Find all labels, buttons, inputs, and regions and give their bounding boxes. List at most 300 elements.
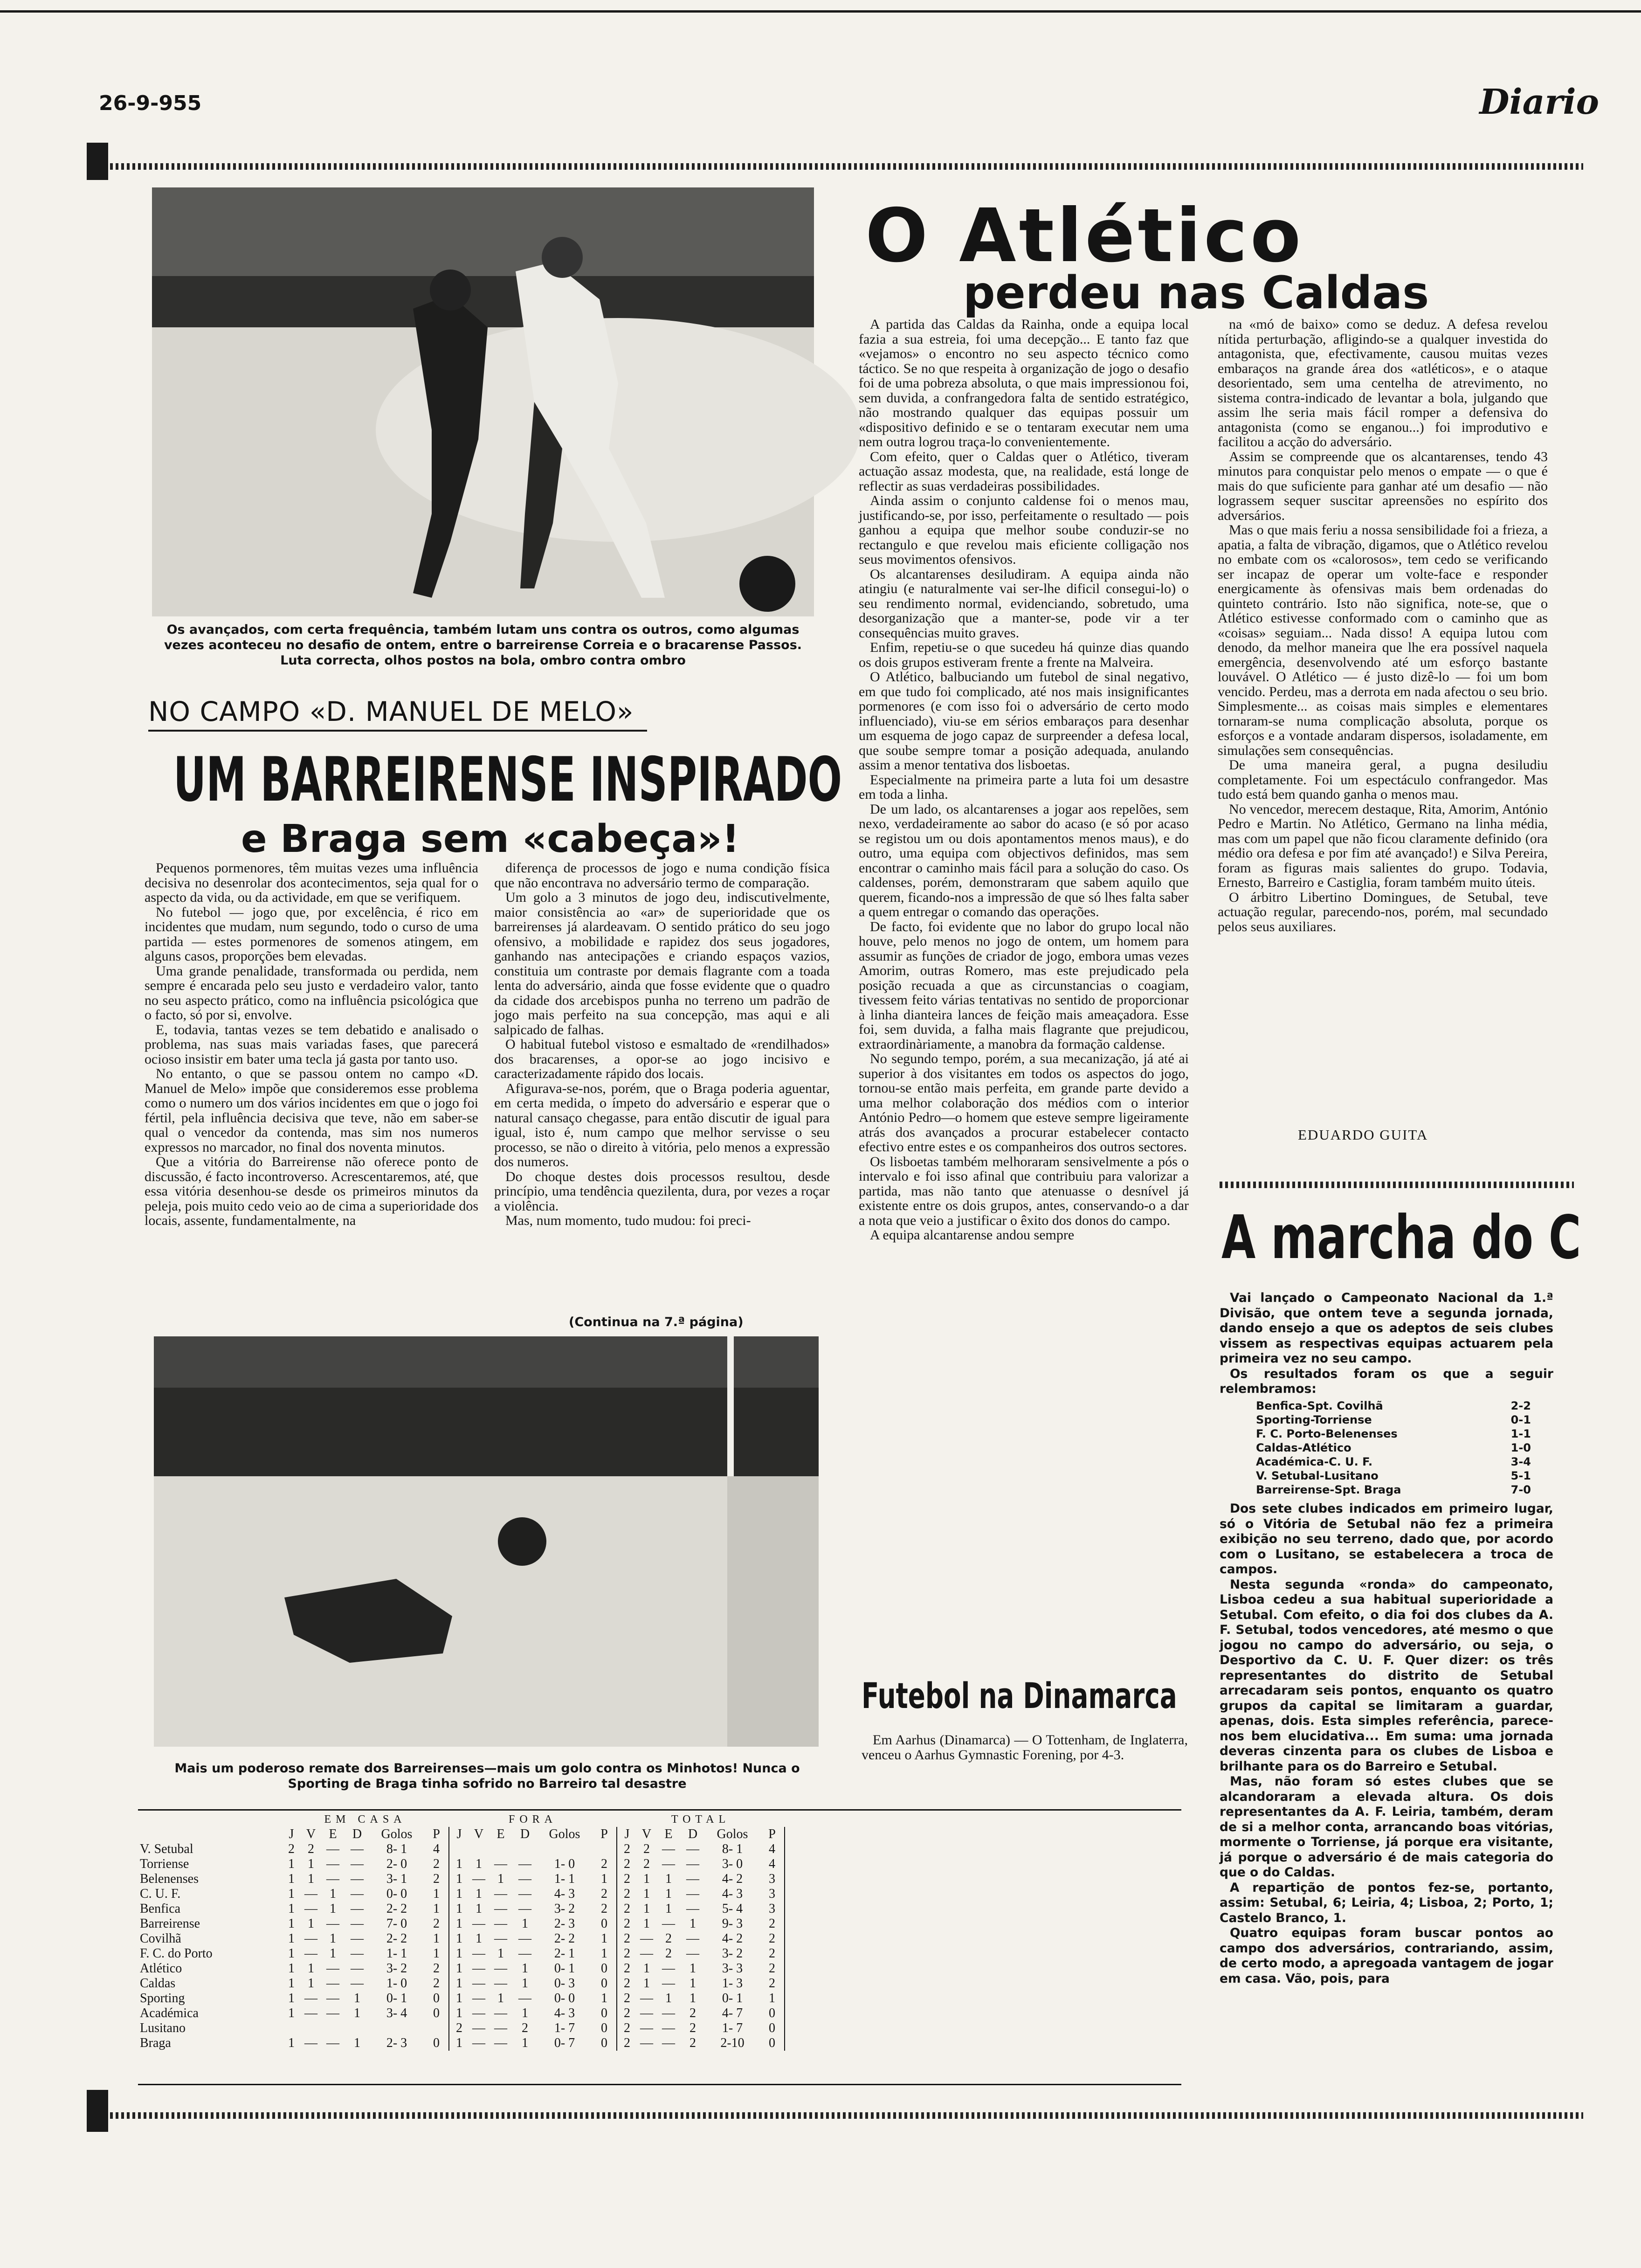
- stat-cell: —: [518, 1946, 531, 1961]
- team-name: F. C. do Porto: [140, 1946, 213, 1961]
- stat-cell: —: [351, 1916, 364, 1931]
- stat-cell: 0- 3: [554, 1976, 575, 1991]
- stat-cell: —: [662, 1842, 675, 1856]
- stat-cell: 2: [424, 1961, 449, 1976]
- stat-cell: 1: [476, 1902, 482, 1916]
- stat-cell: 1: [497, 1872, 504, 1886]
- stat-cell: —: [640, 2006, 653, 2020]
- marcha-body: Dos sete clubes indicados em primeiro lugar, só o Vitória de Setubal não fez a primeira exibição no seu terreno, dado que, por acordo com o Lusitano, se estabelecera a troca de campos. Nesta segunda «ronda» do campeonato, Lisboa cedeu a sua habitual superioridade a Setubal. Com efeito, o dia foi dos clubes da A. F. Setubal, todos vencedores, até mesmo o que jogou no campo do adversário, ou seja, o Desportivo da C. U. F. Quer dizer: os três representantes do distrito de Setubal arrecadaram seis pontos, enquanto os quatro grupos da capital se limitaram a guardar, apenas, dois. Esta simples referência, parece-nos bem elucidativa... Em suma: uma jornada deveras cinzenta para os clubes de Lisboa e brilhante para os do Barreiro e Setubal. Mas, não foram só estes clubes que se alcandoraram a elevada altura. Os dois representantes da A. F. Leiria, também, deram de si a melhor conta, arrancando boas vitórias, mormente o Torriense, já porque era visitante, já porque o adversário é de mais categoria do que o do Caldas. A repartição de pontos fez-se, portanto, assim: Setubal, 6; Leiria, 4; Lisboa, 2; Porto, 1; Castelo Branco, 1. Quatro equipas foram buscar pontos ao campo dos adversários, contrariando, assim, de certo modo, a apregoada vantagem de jogar em casa. Vão, pois, para: [1220, 1501, 1553, 1986]
- stat-cell: 2: [456, 2021, 462, 2035]
- stat-cell: 2: [624, 1887, 630, 1901]
- result-match: V. Setubal-Lusitano: [1256, 1469, 1379, 1482]
- result-row: [1256, 1455, 1531, 1469]
- stat-cell: —: [518, 1902, 531, 1916]
- stat-cell: 1: [497, 1946, 504, 1961]
- photo-players-duel: [152, 187, 814, 616]
- stat-cell: [321, 2021, 345, 2036]
- team-name: Sporting: [140, 1991, 185, 2005]
- stat-cell: —: [304, 1887, 317, 1901]
- stat-cell: 1: [308, 1916, 314, 1931]
- marcha-headline: A marcha do C: [1221, 1203, 1581, 1272]
- stat-cell: 2: [760, 1961, 785, 1976]
- stat-cell: 1: [643, 1887, 650, 1901]
- stat-cell: —: [326, 1991, 339, 2005]
- stat-cell: 1: [456, 1991, 462, 2005]
- result-match: Benfica-Spt. Covilhã: [1256, 1399, 1383, 1412]
- team-name: Benfica: [140, 1902, 181, 1916]
- atletico-headline: O Atlético: [865, 193, 1304, 279]
- stat-cell: 1: [288, 1902, 295, 1916]
- atletico-column-1: A partida das Caldas da Rainha, onde a equipa local fazia a sua estreia, foi uma decepção... E tanto faz que «vejamos» o encontro no seu aspecto técnico como táctico. Se no que respeita à organização de jogo o desafio foi de uma pobreza absoluta, o que mais impressionou foi, sem duvida, a confrangedora falta de sentido estratégico, não mostrando qualquer das equipas possuir um «dispositivo definido e se o tentaram executar nem uma nem outra logrou traça-lo convenientemente. Com efeito, quer o Caldas quer o Atlético, tiveram actuação assaz modesta, que, na realidade, está longe de reflectir as suas verdadeiras possibilidades. Ainda assim o conjunto caldense foi o menos mau, justificando-se, por isso, perfeitamente o resultado — pois ganhou a equipa que melhor soube conduzir-se no rectangulo e que revelou mais eficiente colligação nos seus movimentos ofensivos. Os alcantarenses desiludiram. A equipa ainda não atingiu (e naturalmente vai ser-lhe dificil consegui-lo) o seu rendimento normal, evidenciando, sobretudo, uma desorganização que a manter-se, pode vir a ter consequências muito graves. Enfim, repetiu-se o que sucedeu há quinze dias quando os dois grupos estiveram frente a frente na Malveira. O Atlético, balbuciando um futebol de sinal negativo, em que tudo foi complicado, até nos mais insignificantes pormenores (e com isso foi o adversário de certo modo influenciado), viu-se em sérios embaraços para desenhar um esquema de jogo capaz de surpreender a defesa local, que soube sempre tomar a posição adequada, anulando assim a menor tentativa dos lisboetas. Especialmente na primeira parte a luta foi um desastre em toda a linha. De um lado, os alcantarenses a jogar aos repelões, sem nexo, verdadeiramente ao sabor do acaso (e só por acaso se registou um ou dois apontamentos menos maus), e do outro, uma equipa com objectivos definidos, mas sem encontrar o caminho mais fácil para a solução do caso. Os caldenses, porém, demonstraram que sabem aquilo que querem, ficando-nos a impressão de que só lhes falta saber a quem entregar o comando das operações. De facto, foi evidente que no labor do grupo local não houve, pelo menos no jogo de ontem, um homem para assumir as funções de criador de jogo, embora umas vezes Amorim, outras Romero, mas este prejudicado pela posição recuada a que as circunstancias o coagiam, tivessem feito várias tentativas no sentido de proporcionar à linha dianteira lances de feição mais ameaçadora. Esse foi, sem duvida, a falha mais flagrante que prejudicou, extraordinàriamente, a manobra da formação caldense. No segundo tempo, porém, a sua mecanização, já até ai superior à dos visitantes em todos os aspectos do jogo, tornou-se então mais perfeita, em grande parte devido a uma melhor colaboração dos médios com o interior António Pedro—o homem que esteve sempre ligeiramente atrás dos avançados a procurar estabelecer contacto efectivo entre estes e os companheiros dos outros sectores. Os lisboetas também melhoraram sensivelmente a pós o intervalo e foi isso afinal que contribuiu para valorizar a partida, mas não tanto que atenuasse o desnível já existente entre os dois grupos, antes, conservando-o a dar a nota que veio a justificar o êxito dos donos do campo. A equipa alcantarense andou sempre: [859, 317, 1189, 1243]
- barreirense-kicker: NO CAMPO «D. MANUEL DE MELO»: [148, 696, 634, 727]
- stat-cell: 8- 1: [722, 1842, 743, 1856]
- standings-row: [138, 1842, 785, 1857]
- stat-cell: 2- 0: [386, 1857, 407, 1871]
- stat-cell: 1: [308, 1961, 314, 1976]
- stat-cell: 1- 1: [554, 1872, 575, 1886]
- stat-cell: 4: [760, 1857, 785, 1872]
- stat-cell: 0: [592, 2021, 617, 2036]
- stat-cell: 0- 1: [554, 1961, 575, 1976]
- column-header: E: [496, 1827, 505, 1841]
- stat-cell: 2: [689, 2036, 696, 2050]
- column-header: E: [664, 1827, 673, 1841]
- stat-cell: —: [351, 1857, 364, 1871]
- atletico-subheadline: perdeu nas Caldas: [963, 267, 1429, 319]
- column-header: Golos: [549, 1827, 580, 1841]
- stat-cell: [424, 2021, 449, 2036]
- stat-cell: —: [640, 1991, 653, 2005]
- stat-cell: 4- 3: [722, 1887, 743, 1901]
- stat-cell: 1: [456, 1887, 462, 1901]
- stat-cell: 2: [624, 1902, 630, 1916]
- stat-cell: —: [640, 2036, 653, 2050]
- stat-cell: 2: [760, 1931, 785, 1946]
- stat-cell: [513, 1842, 537, 1857]
- stat-cell: 2: [424, 1872, 449, 1887]
- stat-cell: 1: [288, 1916, 295, 1931]
- barreirense-subheadline: e Braga sem «cabeça»!: [241, 817, 739, 861]
- stat-cell: 2: [760, 1916, 785, 1931]
- stat-cell: —: [326, 1961, 339, 1976]
- stat-cell: —: [326, 1857, 339, 1871]
- stat-cell: 2: [624, 1931, 630, 1946]
- stat-cell: 2: [624, 1857, 630, 1871]
- stat-cell: —: [640, 2021, 653, 2035]
- stat-cell: 1: [592, 1872, 617, 1887]
- photo1-caption: Os avançados, com certa frequência, também lutam uns contra os outros, como algumas vezes aconteceu no desafio de ontem, entre o barreirense Correia e o bracarense Passos. Luta correcta, olhos postos na bola, ombro contra ombro: [164, 622, 802, 668]
- stat-cell: —: [494, 1857, 507, 1871]
- stat-cell: —: [518, 1887, 531, 1901]
- result-match: Sporting-Torriense: [1256, 1413, 1372, 1426]
- stat-cell: 1: [476, 1931, 482, 1946]
- stat-cell: 1: [665, 1872, 672, 1886]
- standings-row: [138, 1887, 785, 1902]
- stat-cell: 2: [643, 1842, 650, 1856]
- stat-cell: —: [304, 2006, 317, 2020]
- stat-cell: 1: [424, 1946, 449, 1961]
- result-score: 0-1: [1510, 1413, 1531, 1426]
- column-header: V: [474, 1827, 484, 1841]
- stat-cell: 0: [592, 1961, 617, 1976]
- stat-cell: 2: [624, 1946, 630, 1961]
- stat-cell: —: [351, 1842, 364, 1856]
- stat-cell: 1: [522, 1976, 528, 1991]
- stat-cell: 1: [689, 1961, 696, 1976]
- stat-cell: 1- 3: [722, 1976, 743, 1991]
- stat-cell: —: [472, 1946, 485, 1961]
- stat-cell: 0: [424, 2036, 449, 2051]
- standings-table-box: [138, 1809, 1181, 2085]
- top-dotted-rule: [110, 163, 1583, 170]
- stat-cell: 2: [624, 1916, 630, 1931]
- stat-cell: —: [686, 1902, 699, 1916]
- stat-cell: —: [640, 1931, 653, 1946]
- stat-cell: 2: [760, 1946, 785, 1961]
- stat-cell: 1: [424, 1902, 449, 1916]
- team-name: V. Setubal: [140, 1842, 193, 1856]
- stat-cell: 0: [592, 1916, 617, 1931]
- stat-cell: —: [472, 1916, 485, 1931]
- stat-cell: [369, 2021, 424, 2036]
- stat-cell: —: [662, 2036, 675, 2050]
- stat-cell: —: [472, 2021, 485, 2035]
- team-name: Lusitano: [140, 2021, 186, 2035]
- stat-cell: 0- 7: [554, 2036, 575, 2050]
- standings-column-header: [138, 1827, 785, 1842]
- stat-cell: 2- 2: [554, 1931, 575, 1946]
- stat-cell: 4: [760, 1842, 785, 1857]
- stat-cell: —: [494, 1931, 507, 1946]
- stat-cell: 1: [288, 2036, 295, 2050]
- masthead-logo: Diario: [1479, 82, 1599, 122]
- stat-cell: 2: [624, 1961, 630, 1976]
- group-header: EM CASA: [324, 1813, 407, 1825]
- stat-cell: —: [686, 1842, 699, 1856]
- stat-cell: —: [326, 1976, 339, 1991]
- stat-cell: —: [494, 2006, 507, 2020]
- result-match: Barreirense-Spt. Braga: [1256, 1483, 1401, 1496]
- stat-cell: 1: [308, 1976, 314, 1991]
- stat-cell: —: [472, 2006, 485, 2020]
- stat-cell: —: [351, 1931, 364, 1946]
- barreirense-column-2: diferença de processos de jogo e numa condição física que não encontrava no adversário termo de comparação. Um golo a 3 minutos de jogo deu, indiscutivelmente, maior consistência ao «ar» de superioridade que os barreirenses já alardeavam. O sentido prático do seu jogo ofensivo, a mobilidade e rapidez dos seus jogadores, ganhando nas antecipações e criando espaços vazios, constituia um contraste por demais flagrante com a toada lenta do adversário, ainda que fosse evidente que o quadro da cidade dos arcebispos punha no terreno um padrão de jogo mais perfeito na sua concepção, mas aqui e ali salpicado de falhas. O habitual futebol vistoso e esmaltado de «rendilhados» dos bracarenses, a opor-se ao jogo incisivo e caracterizadamente rápido dos locais. Afiguravа-se-nos, porém, que o Braga poderia aguentar, em certa medida, o ímpeto do adversário e esperar que o natural cansaço chegasse, para então discutir de igual para igual, isto é, num campo que melhor servisse o seu processo, se não o direito à vitória, pelo menos a expressão dos numeros. Do choque destes dois processos resultou, desde princípio, uma tendência quezilenta, dura, por vezes a roçar a violência. Mas, num momento, tudo mudou: foi preci-: [494, 860, 830, 1228]
- stat-cell: 2: [643, 1857, 650, 1871]
- continued-note: (Continua na 7.ª página): [569, 1315, 744, 1329]
- atletico-column-2: na «mó de baixo» como se deduz. A defesa revelou nítida perturbação, afligindo-se a qualquer investida do antagonista, que, efectivamente, causou muitas vezes embaraços na grande área dos «atléticos», e o ataque desorientado, sem uma centelha de atrevimento, no sistema contra-indicado de levantar a bola, julgando que assim lhe seria mais fácil romper a defensiva do antagonista (como se enganou...) foi improdutivo e facilitou a acção do adversário. Assim se compreende que os alcantarenses, tendo 43 minutos para conquistar pelo menos o empate — o que é mais do que suficiente para ganhar até um desafio — não lograssem sequer suscitar apreensões no espírito dos adversários. Mas o que mais feriu a nossa sensibilidade foi a frieza, a apatia, a falta de vibração, digamos, que o Atlético revelou no embate com os «calorosos», tem cedo se verificando ser incapaz de operar um volte-face e responder energicamente às ofensivas mais bem ordenadas do quinteto contrário. Isto não significa, note-se, que o Atlético estivesse conformado com o caminho que as «coisas» seguiam... Nada disso! A equipa lutou com denodo, da melhor maneira que lhe era possível naquela emergência, desenvolvendo até um esforço bastante louvável. O Atlético — é justo dizê-lo — foi um bom vencido. Perdeu, mas a derrota em nada afectou o seu brio. Simplesmente... as coisas mais simples e elementares tornaram-se numa complicação absoluta, porque os esforços e a vontade andaram dispersos, isoladamente, em simulações sem consequências. De uma maneira geral, a pugna desiludiu completamente. Foi um espectáculo confrangedor. Mas tudo está bem quando ganha o menos mau. No vencedor, merecem destaque, Rita, Amorim, António Pedro e Martin. No Atlético, Germano na linha média, mas com um papel que não ficou claramente definido (ora médio ora defesa e por fim até avançado!) e Silva Pereira, foram as figuras mais salientes do grupo. Todavia, Ernesto, Barreiro e Castiglia, foram também muito úteis. O árbitro Libertino Domingues, de Setubal, teve actuação regular, parecendo-nos, porém, mal secundado pelos seus auxiliares.: [1218, 317, 1548, 934]
- stat-cell: 1- 7: [554, 2021, 575, 2035]
- stat-cell: [449, 1842, 469, 1857]
- standings-row: [138, 1857, 785, 1872]
- stat-cell: 2: [624, 1842, 630, 1856]
- result-score: 1-1: [1510, 1427, 1531, 1440]
- stat-cell: 1: [288, 1931, 295, 1946]
- stat-cell: 1: [592, 1946, 617, 1961]
- stat-cell: 1- 1: [386, 1946, 407, 1961]
- marcha-top-dotted-rule: [1220, 1182, 1574, 1188]
- stat-cell: 4- 2: [722, 1931, 743, 1946]
- standings-row: [138, 1946, 785, 1961]
- stat-cell: 1: [643, 1902, 650, 1916]
- team-name: Barreirense: [140, 1916, 200, 1931]
- stat-cell: 1: [456, 1916, 462, 1931]
- standings-row: [138, 1902, 785, 1916]
- team-name: Covilhã: [140, 1931, 181, 1946]
- stat-cell: 1: [689, 1976, 696, 1991]
- stat-cell: —: [494, 1916, 507, 1931]
- stat-cell: 1: [665, 1902, 672, 1916]
- stat-cell: 0- 1: [722, 1991, 743, 2005]
- stat-cell: 0: [592, 2006, 617, 2021]
- stat-cell: [537, 1842, 592, 1857]
- stat-cell: —: [304, 2036, 317, 2050]
- team-name: Atlético: [140, 1961, 182, 1976]
- stat-cell: —: [351, 1976, 364, 1991]
- stat-cell: —: [304, 1946, 317, 1961]
- stat-cell: 3- 4: [386, 2006, 407, 2020]
- stat-cell: 1: [354, 2006, 360, 2020]
- standings-row: [138, 2021, 785, 2036]
- stat-cell: 1: [424, 1931, 449, 1946]
- stat-cell: —: [686, 1872, 699, 1886]
- stat-cell: —: [472, 2036, 485, 2050]
- stat-cell: 1: [643, 1916, 650, 1931]
- stat-cell: 1: [456, 1976, 462, 1991]
- group-header: FORA: [508, 1813, 558, 1825]
- stat-cell: 1: [288, 1946, 295, 1961]
- stat-cell: 1: [497, 1991, 504, 2005]
- stat-cell: 1: [288, 1872, 295, 1886]
- column-header: D: [352, 1827, 362, 1841]
- blank-cell: [138, 1827, 282, 1842]
- kicker-underline: [148, 730, 647, 732]
- team-name: Académica: [140, 2006, 199, 2020]
- column-header: V: [306, 1827, 316, 1841]
- bottom-dotted-rule: [110, 2112, 1583, 2119]
- result-row: [1256, 1469, 1531, 1483]
- stat-cell: —: [686, 1857, 699, 1871]
- stat-cell: 4- 3: [554, 1887, 575, 1901]
- result-match: Caldas-Atlético: [1256, 1441, 1351, 1454]
- stat-cell: 2-10: [720, 2036, 745, 2050]
- stat-cell: 1: [592, 1931, 617, 1946]
- stat-cell: —: [686, 1887, 699, 1901]
- stat-cell: 2: [665, 1931, 672, 1946]
- corner-block-bottom: [87, 2090, 108, 2132]
- stat-cell: 1: [522, 2036, 528, 2050]
- stat-cell: —: [326, 2006, 339, 2020]
- column-header: J: [456, 1827, 462, 1841]
- stat-cell: 1: [689, 1991, 696, 2005]
- stat-cell: 1: [476, 1887, 482, 1901]
- result-score: 3-4: [1510, 1455, 1531, 1468]
- stat-cell: 1: [288, 2006, 295, 2020]
- dinamarca-text: Em Aarhus (Dinamarca) — O Tottenham, de Inglaterra, venceu o Aarhus Gymnastic Forening, por 4-3.: [862, 1732, 1188, 1763]
- standings-row: [138, 1976, 785, 1991]
- result-row: [1256, 1399, 1531, 1413]
- stat-cell: 0: [424, 1991, 449, 2006]
- stat-cell: 2: [288, 1842, 295, 1856]
- stat-cell: 1: [456, 1931, 462, 1946]
- column-header: Golos: [717, 1827, 748, 1841]
- result-match: F. C. Porto-Belenenses: [1256, 1427, 1398, 1440]
- stat-cell: 1: [354, 1991, 360, 2005]
- stat-cell: 1: [522, 1961, 528, 1976]
- stat-cell: 3- 0: [722, 1857, 743, 1871]
- stat-cell: 0: [592, 1976, 617, 1991]
- stat-cell: —: [494, 2036, 507, 2050]
- stat-cell: 1: [689, 1916, 696, 1931]
- stat-cell: 1: [665, 1887, 672, 1901]
- stat-cell: 4- 2: [722, 1872, 743, 1886]
- stat-cell: [345, 2021, 369, 2036]
- result-row: [1256, 1441, 1531, 1455]
- stat-cell: —: [662, 2021, 675, 2035]
- blank-cell: [138, 1812, 282, 1827]
- column-header: J: [624, 1827, 630, 1841]
- stat-cell: —: [518, 1991, 531, 2005]
- stat-cell: 1: [760, 1991, 785, 2006]
- stat-cell: [282, 2021, 301, 2036]
- standings-row: [138, 2036, 785, 2051]
- stat-cell: 0: [760, 2006, 785, 2021]
- stat-cell: 1: [592, 1991, 617, 2006]
- atletico-author: EDUARDO GUITA: [1298, 1127, 1428, 1143]
- stat-cell: 1- 0: [386, 1976, 407, 1991]
- stat-cell: —: [351, 1946, 364, 1961]
- stat-cell: —: [472, 1872, 485, 1886]
- stat-cell: 3- 2: [554, 1902, 575, 1916]
- stat-cell: 1- 0: [554, 1857, 575, 1871]
- stat-cell: —: [662, 1857, 675, 1871]
- stat-cell: 2: [592, 1902, 617, 1916]
- marcha-intro: Vai lançado o Campeonato Nacional da 1.ª Divisão, que ontem teve a segunda jornada, dando ensejo a que os adeptos de seis clubes vissem as respectivas equipas actuarem pela primeira vez no seu campo. Os resultados foram os que a seguir relembramos:: [1220, 1291, 1553, 1396]
- stat-cell: —: [662, 2006, 675, 2020]
- stat-cell: 2: [760, 1976, 785, 1991]
- standings-row: [138, 1991, 785, 2006]
- stat-cell: —: [351, 1887, 364, 1901]
- stat-cell: 1: [288, 1976, 295, 1991]
- stat-cell: 1: [330, 1887, 336, 1901]
- stat-cell: 5- 4: [722, 1902, 743, 1916]
- dinamarca-headline: Futebol na Dinamarca: [862, 1675, 1177, 1716]
- stat-cell: —: [662, 1916, 675, 1931]
- standings-row: [138, 1872, 785, 1887]
- stat-cell: —: [494, 1902, 507, 1916]
- stat-cell: —: [518, 1931, 531, 1946]
- column-header: P: [424, 1827, 449, 1842]
- stat-cell: 4- 3: [554, 2006, 575, 2020]
- stat-cell: 1: [308, 1857, 314, 1871]
- stat-cell: 2: [592, 1857, 617, 1872]
- stat-cell: 2: [624, 2021, 630, 2035]
- standings-table: [138, 1812, 785, 2051]
- stat-cell: —: [304, 1902, 317, 1916]
- stat-cell: —: [304, 1991, 317, 2005]
- standings-row: [138, 1916, 785, 1931]
- group-header: TOTAL: [671, 1813, 731, 1825]
- standings-group-header: [138, 1812, 785, 1827]
- stat-cell: 3: [760, 1887, 785, 1902]
- result-row: [1256, 1427, 1531, 1441]
- stat-cell: —: [472, 1991, 485, 2005]
- top-rule: [0, 10, 1641, 13]
- result-score: 5-1: [1510, 1469, 1531, 1482]
- stat-cell: —: [326, 2036, 339, 2050]
- stat-cell: 2- 3: [386, 2036, 407, 2050]
- stat-cell: 1: [288, 1857, 295, 1871]
- stat-cell: 1: [456, 1902, 462, 1916]
- result-row: [1256, 1413, 1531, 1427]
- stat-cell: [469, 1842, 489, 1857]
- stat-cell: 1: [354, 2036, 360, 2050]
- stat-cell: 2: [592, 1887, 617, 1902]
- stat-cell: 1: [424, 1887, 449, 1902]
- stat-cell: 0: [760, 2021, 785, 2036]
- stat-cell: 1: [522, 1916, 528, 1931]
- stat-cell: 1: [643, 1961, 650, 1976]
- stat-cell: 0- 0: [386, 1887, 407, 1901]
- photo-goal-shot: [154, 1336, 819, 1747]
- column-header: J: [289, 1827, 294, 1841]
- stat-cell: 2: [424, 1976, 449, 1991]
- stat-cell: 9- 3: [722, 1916, 743, 1931]
- stat-cell: —: [326, 1916, 339, 1931]
- stat-cell: 1: [308, 1872, 314, 1886]
- stat-cell: 2: [624, 2036, 630, 2050]
- stat-cell: —: [494, 1961, 507, 1976]
- stat-cell: 4- 7: [722, 2006, 743, 2020]
- stat-cell: [489, 1842, 513, 1857]
- stat-cell: 2- 2: [386, 1902, 407, 1916]
- column-header: D: [520, 1827, 530, 1841]
- stat-cell: 2: [665, 1946, 672, 1961]
- stat-cell: 2: [624, 1872, 630, 1886]
- column-header: D: [688, 1827, 698, 1841]
- stat-cell: 1: [522, 2006, 528, 2020]
- stat-cell: 1: [643, 1976, 650, 1991]
- stat-cell: 1: [456, 2036, 462, 2050]
- results-list: [1256, 1399, 1531, 1497]
- team-name: Belenenses: [140, 1872, 199, 1886]
- stat-cell: 3- 1: [386, 1872, 407, 1886]
- stat-cell: 1: [330, 1946, 336, 1961]
- team-name: C. U. F.: [140, 1887, 181, 1901]
- stat-cell: [592, 1842, 617, 1857]
- stat-cell: —: [494, 1976, 507, 1991]
- team-name: Caldas: [140, 1976, 176, 1991]
- stat-cell: 0: [424, 2006, 449, 2021]
- stat-cell: 2: [689, 2006, 696, 2020]
- stat-cell: —: [326, 1842, 339, 1856]
- stat-cell: —: [662, 1976, 675, 1991]
- stat-cell: —: [518, 1857, 531, 1871]
- column-header: V: [641, 1827, 652, 1841]
- stat-cell: 1: [288, 1887, 295, 1901]
- stat-cell: 3: [760, 1902, 785, 1916]
- standings-row: [138, 1931, 785, 1946]
- stat-cell: —: [472, 1961, 485, 1976]
- stat-cell: 1: [456, 2006, 462, 2020]
- stat-cell: —: [494, 1887, 507, 1901]
- column-header: P: [592, 1827, 617, 1842]
- stat-cell: 1: [456, 1946, 462, 1961]
- stat-cell: 2: [624, 1991, 630, 2005]
- stat-cell: —: [640, 1946, 653, 1961]
- stat-cell: 1: [476, 1857, 482, 1871]
- stat-cell: 2- 1: [554, 1946, 575, 1961]
- page-date: 26-9-955: [99, 91, 202, 115]
